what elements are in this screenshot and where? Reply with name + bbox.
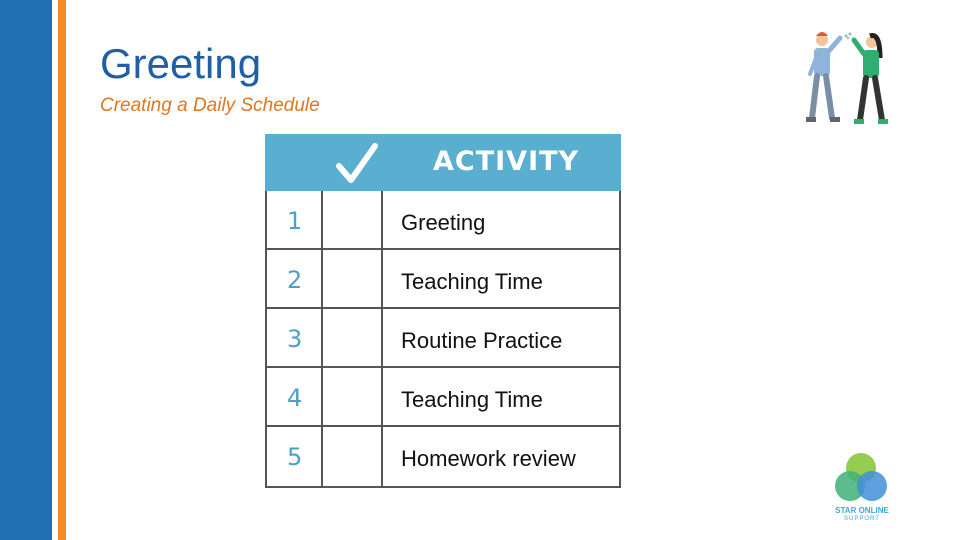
logo-subtitle: SUPPORT	[844, 516, 880, 522]
check-cell	[323, 250, 383, 307]
check-cell	[323, 309, 383, 366]
number-cell	[265, 250, 323, 307]
row-border	[619, 309, 621, 366]
row-border	[619, 191, 621, 248]
number-cell	[265, 368, 323, 425]
activity-text: Teaching Time	[401, 387, 543, 412]
logo-title: STAR ONLINE	[835, 506, 889, 515]
schedule-header	[265, 134, 621, 191]
table-row	[265, 309, 621, 368]
check-cell	[323, 191, 383, 248]
number-cell	[265, 191, 323, 248]
table-row	[265, 191, 621, 250]
row-number: 5	[287, 443, 303, 471]
activity-text: Greeting	[401, 210, 486, 235]
number-cell	[265, 309, 323, 366]
row-number: 2	[287, 266, 303, 294]
number-cell	[265, 427, 323, 486]
row-border	[619, 427, 621, 486]
table-row	[265, 427, 621, 486]
activity-text: Teaching Time	[401, 269, 543, 294]
slide-subtitle: Creating a Daily Schedule	[100, 95, 320, 116]
left-orange-bar	[58, 0, 66, 540]
check-cell	[323, 427, 383, 486]
slide-title: Greeting	[100, 40, 262, 87]
people-greeting-illustration	[800, 28, 900, 132]
table-bottom-border	[265, 486, 621, 488]
row-number: 3	[287, 325, 303, 353]
activity-text: Homework review	[401, 446, 576, 471]
check-cell	[323, 368, 383, 425]
row-number: 1	[287, 207, 303, 235]
table-row	[265, 250, 621, 309]
row-number: 4	[287, 384, 303, 412]
schedule-rows	[265, 191, 621, 486]
activity-header-label: ACTIVITY	[433, 146, 580, 177]
check-icon	[335, 142, 379, 186]
schedule-table	[265, 134, 621, 488]
activity-text: Routine Practice	[401, 328, 563, 353]
row-border	[619, 250, 621, 307]
left-blue-bar	[0, 0, 52, 540]
table-row	[265, 368, 621, 427]
row-border	[619, 368, 621, 425]
